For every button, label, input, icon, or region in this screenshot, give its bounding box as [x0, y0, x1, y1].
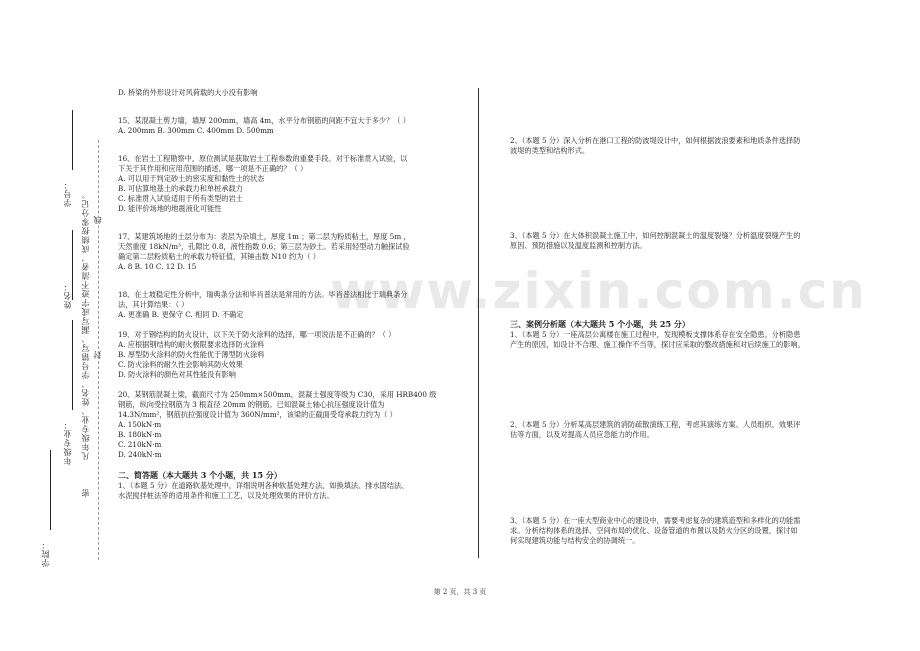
- column-divider: [478, 88, 479, 558]
- s2-question-3-line2: 原因、预防措施以及温度监测和控制方法。: [510, 241, 647, 250]
- left-column: [118, 88, 468, 501]
- q17-options: A. 8 B. 10 C. 12 D. 15: [118, 262, 197, 271]
- right-column: [510, 88, 810, 546]
- q19-option-c: C. 防火涂料的耐久性会影响其防火效果: [118, 360, 243, 369]
- question-20-line2: 钢筋，纵向受拉钢筋为 3 根直径 20mm 的钢筋。已知混凝土轴心抗压强度设计值为: [118, 400, 385, 409]
- seal-mi: 密: [81, 488, 90, 497]
- q16-option-b: B. 可估算地基土的承载力和单桩承载力: [118, 184, 243, 193]
- question-17-line3: 确定第二层粉质粘土的承载力特征值，其锤击数 N10 约为（ ）: [118, 252, 320, 261]
- q16-option-d: D. 能评价场地的地震液化可能性: [118, 204, 222, 213]
- question-18-line2: 法，其计算结果：（ ）: [118, 300, 189, 309]
- q20-option-c: C. 210kN·m: [118, 440, 162, 449]
- seal-xian: 线: [93, 215, 102, 224]
- s3-question-1-line2: 产生的原因，如设计不合理、施工操作不当等，探讨应采取的整改措施和对后续施工的影响。: [510, 340, 805, 349]
- grade-major-label: 年级专业：: [63, 420, 72, 465]
- question-17-line2: 天然重度 18kN/m³，孔隙比 0.8，液性指数 0.6；第三层为砂土。若采用轻型动力触探试验: [118, 242, 410, 251]
- major-underline: [72, 320, 73, 410]
- s3-question-3-line1: 3、（本题 5 分）在一座大型商业中心的建设中，需要考虑复杂的建筑造型和多样化的功能需: [510, 516, 801, 525]
- s3-question-2-line2: 估等方面，以及对提高人员应急能力的作用。: [510, 430, 654, 439]
- q20-option-a: A. 150kN·m: [118, 420, 162, 429]
- binding-instruction: 凡年级专业、姓名、学号错写、漏写或字迹不清者，成绩按零分记。: [81, 190, 90, 460]
- question-17-line1: 17、某建筑场地的土层分布为：表层为杂填土，厚度 1m ；第二层为粉质粘土，厚度 5m ，: [118, 232, 411, 241]
- question-15: 15、某混凝土剪力墙，墙厚 200mm，墙高 4m，水平分布钢筋的间距不宜大于多少？（ ）: [118, 116, 410, 125]
- q16-option-a: A. 可以用于判定砂土的密实度和黏性土的状态: [118, 174, 265, 183]
- s2-question-1-line1: 1、（本题 5 分）在道路软基处理中，详细说明各种软基处理方法，如换填法、排水固结法、: [118, 481, 409, 490]
- question-16-line2: 下关于其作用和应用范围的描述，哪一项是不正确的？（ ）: [118, 164, 308, 173]
- section-3-title: 三、案例分析题（本大题共 5 个小题，共 25 分）: [510, 319, 690, 329]
- college-underline: [50, 450, 51, 530]
- question-19: 19、对于钢结构的防火设计，以下关于防火涂料的选择，哪一项说法是不正确的？（ ）: [118, 330, 396, 339]
- q14-option-d: D. 桥梁的外形设计对风荷载的大小没有影响: [118, 88, 258, 97]
- s2-question-3-line1: 3、（本题 5 分）在大体积混凝土施工中，如何控制混凝土的温度裂缝？分析温度裂缝产生的: [510, 231, 801, 240]
- student-name-label: 姓名：: [63, 282, 72, 309]
- watermark: www.zixin.com.cn: [330, 262, 867, 320]
- s2-question-2-line2: 波堤的类型和结构形式。: [510, 146, 590, 155]
- question-18-line1: 18、在土坡稳定性分析中，瑞典条分法和毕肖普法是常用的方法。毕肖普法相比于瑞典条分: [118, 290, 408, 299]
- student-id-label: 学号：: [63, 180, 72, 207]
- s3-question-3-line3: 何实现建筑功能与结构安全的协调统一。: [510, 536, 640, 545]
- q20-option-b: B. 180kN·m: [118, 430, 162, 439]
- s3-question-1-line1: 1、（本题 5 分）一座高层公寓楼在施工过程中，发现模板支撑体系存在安全隐患。分析隐患: [510, 330, 801, 339]
- question-16-line1: 16、在岩土工程勘察中，原位测试是获取岩土工程参数的重要手段。对于标准贯入试验，以: [118, 154, 408, 163]
- page-footer: 第 2 页，共 3 页: [433, 588, 487, 596]
- binding-line: [98, 140, 99, 560]
- q20-option-d: D. 240kN·m: [118, 450, 162, 459]
- q19-option-b: B. 厚型防火涂料的防火性能优于薄型防火涂料: [118, 350, 265, 359]
- q19-option-d: D. 防火涂料的颜色对其性能没有影响: [118, 370, 236, 379]
- question-20-line3: 14.3N/mm²，钢筋抗拉强度设计值为 360N/mm²，该梁的正截面受弯承载力约为（ ）: [118, 410, 397, 419]
- college-label: 学院：: [41, 540, 50, 567]
- id-underline: [72, 110, 73, 170]
- q16-option-c: C. 标准贯入试验适用于所有类型的岩土: [118, 194, 243, 203]
- s3-question-2-line1: 2、（本题 5 分）分析某高层建筑的消防疏散演练工程，考虑其演练方案、人员组织、效果评: [510, 420, 801, 429]
- s2-question-1-line2: 水泥搅拌桩法等的适用条件和施工工艺，以及处理效果的评价方法。: [118, 491, 334, 500]
- s3-question-3-line2: 求。分析结构体系的选择、空间布局的优化、设备管道的布置以及防火分区的设置，探讨如: [510, 526, 798, 535]
- name-underline: [72, 230, 73, 300]
- q15-options: A. 200mm B. 300mm C. 400mm D. 500mm: [118, 126, 274, 135]
- question-20-line1: 20、某钢筋混凝土梁，截面尺寸为 250mm×500mm，混凝土强度等级为 C30，采用 HRB400 级: [118, 390, 437, 399]
- q18-options: A. 更准确 B. 更保守 C. 相同 D. 不确定: [118, 310, 244, 319]
- section-2-title: 二、简答题（本大题共 3 个小题，共 15 分）: [118, 470, 282, 480]
- q19-option-a: A. 应根据钢结构的耐火极限要求选择防火涂料: [118, 340, 265, 349]
- seal-feng: 封: [93, 350, 102, 359]
- s2-question-2-line1: 2、（本题 5 分）深入分析在港口工程的防波堤设计中，如何根据波浪要素和地质条件选择防: [510, 136, 801, 145]
